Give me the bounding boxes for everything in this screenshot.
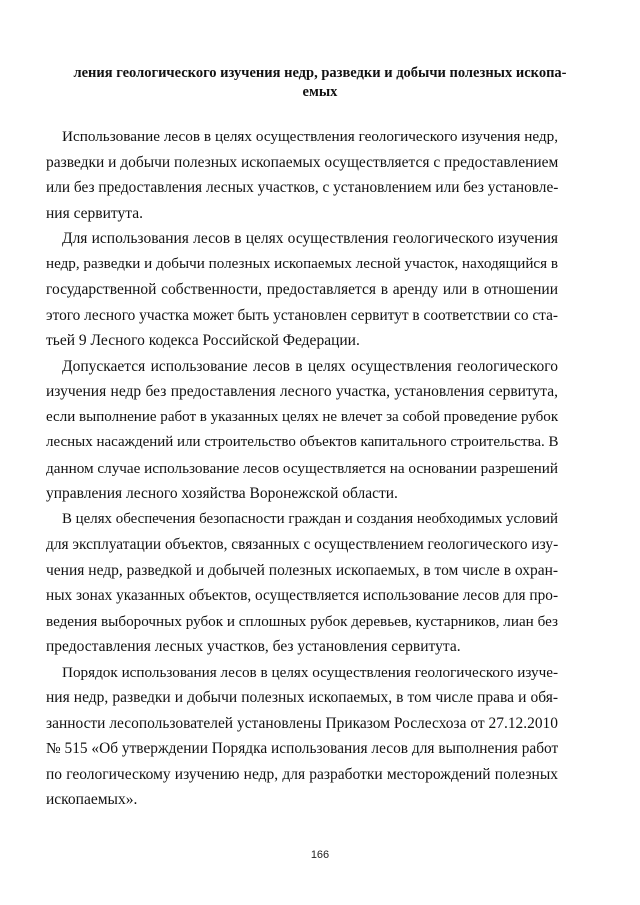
paragraph-2 <box>30 226 558 354</box>
text-line: этого лесного участка может быть установлен сервитут в соответствии со ста- <box>46 306 558 324</box>
section-heading <box>30 64 610 102</box>
text-line: тьей 9 Лесного кодекса Российской Федерации. <box>46 332 360 349</box>
text-line: управления лесного хозяйства Воронежской области. <box>46 485 398 502</box>
text-line: по геологическому изучению недр, для разработки месторождений полезных <box>46 765 558 783</box>
text-line: ведения выборочных рубок и сплошных рубок деревьев, кустарников, лиан без <box>46 612 558 630</box>
text-line: Для использования лесов в целях осуществления геологического изучения <box>62 230 558 247</box>
paragraph-4 <box>30 507 558 660</box>
text-line: лесных насаждений или строительство объектов капитального строительства. В <box>46 434 559 450</box>
text-line: ископаемых». <box>46 791 138 808</box>
text-line: если выполнение работ в указанных целях не влечет за собой проведение рубок <box>46 408 559 425</box>
text-line: ния недр, разведки и добычи полезных ископаемых, в том числе права и обя- <box>46 689 558 706</box>
heading-line-1: ления геологического изучения недр, разведки и добычи полезных ископа- <box>73 65 567 81</box>
text-line: чения недр, разведкой и добычей полезных ископаемых, в том числе в охран- <box>46 561 559 579</box>
heading-line-2: емых <box>302 84 338 100</box>
text-line: ния сервитута. <box>46 204 143 222</box>
text-line: изучения недр без предоставления лесного участка, установления сервитута, <box>46 383 558 400</box>
page-number: 166 <box>310 849 330 861</box>
text-line: Порядок использования лесов в целях осуществления геологического изуче- <box>62 663 558 681</box>
text-line: данном случае использование лесов осуществляется на основании разрешений <box>46 459 559 477</box>
text-line: В целях обеспечения безопасности граждан и создания необходимых условий <box>62 510 558 527</box>
paragraph-1 <box>30 124 558 226</box>
text-line: ных зонах указанных объектов, осуществляется использование лесов для про- <box>46 587 559 604</box>
text-line: или без предоставления лесных участков, с установлением или без установле- <box>46 179 559 196</box>
text-line: предоставления лесных участков, без установления сервитута. <box>46 638 461 655</box>
text-line: Использование лесов в целях осуществления геологического изучения недр, <box>62 128 558 145</box>
paragraph-3 <box>30 354 558 507</box>
text-line: разведки и добычи полезных ископаемых осуществляется с предоставлением <box>46 153 559 171</box>
text-line: № 515 «Об утверждении Порядка использования лесов для выполнения работ <box>46 740 559 757</box>
text-line: государственной собственности, предоставляется в аренду или в отношении <box>46 281 558 298</box>
text-line: занности лесопользователей установлены Приказом Рослесхоза от 27.12.2010 <box>46 714 558 732</box>
text-line: Допускается использование лесов в целях осуществления геологического <box>62 357 558 375</box>
text-line: для эксплуатации объектов, связанных с осуществлением геологического изу- <box>46 536 559 553</box>
paragraph-5 <box>30 660 558 813</box>
body-text <box>30 124 558 813</box>
text-line: недр, разведки и добычи полезных ископаемых лесной участок, находящийся в <box>46 255 559 272</box>
